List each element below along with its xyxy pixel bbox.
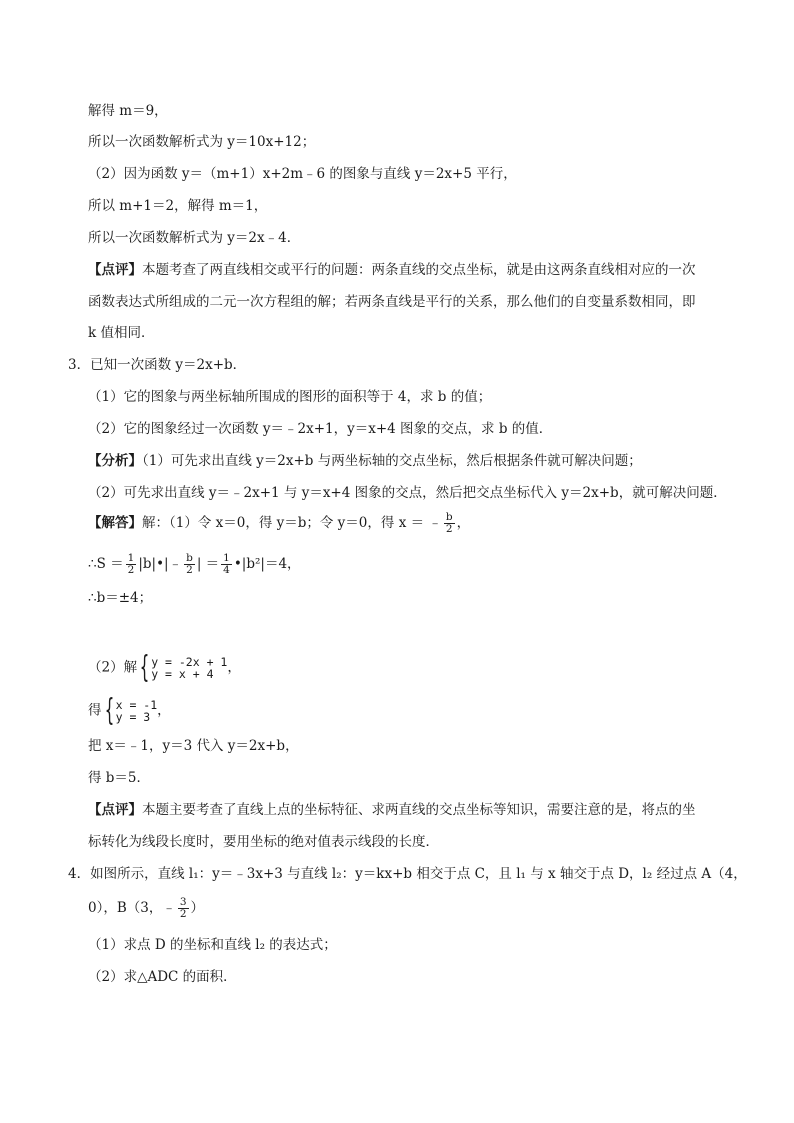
text-line: 解得 m＝9， xyxy=(88,103,168,119)
fraction: $\frac{1}{4}$ xyxy=(223,552,230,576)
question-4-part-1: （1）求点 D 的坐标和直线 l₂ 的表达式； xyxy=(88,937,337,953)
solution-tag: 【解答】 xyxy=(88,515,142,531)
analysis-tag: 【分析】 xyxy=(88,453,142,469)
question-4-part-2: （2）求△ADC 的面积． xyxy=(88,969,237,985)
comment-line-2 xyxy=(88,801,696,819)
fraction: $\frac{b}{2}$ xyxy=(445,511,453,535)
comment-tag: 【点评】 xyxy=(88,262,142,278)
analysis-line-2: （2）可先求出直线 y＝﹣2x+1 与 y＝x+4 图象的交点，然后把交点坐标代入 y＝2x+b，就可解决问题． xyxy=(88,485,727,501)
text-line: 所以一次函数解析式为 y＝2x﹣4． xyxy=(88,230,301,246)
analysis-line xyxy=(88,452,642,470)
fraction: $\frac{1}{2}$ xyxy=(127,552,135,576)
comment-text: 本题考查了两直线相交或平行的问题：两条直线的交点坐标，就是由这两条直线相对应的一次 xyxy=(142,262,696,278)
fraction: $\frac{3}{2}$ xyxy=(179,896,187,920)
equation-system-1: （2）解{ y = -2x + 1 y = x + 4 ， xyxy=(88,650,241,685)
comment-tag: 【点评】 xyxy=(88,802,142,818)
equation-system-2: 得{ x = -1 y = 3 ， xyxy=(88,693,171,728)
text-line: 所以 m+1＝2，解得 m＝1， xyxy=(88,198,268,214)
text-line: 函数表达式所组成的二元一次方程组的解；若两条直线是平行的关系，那么他们的自变量系数相同，即 xyxy=(88,294,696,310)
question-3-part-1: （1）它的图象与两坐标轴所围成的图形的面积等于 4，求 b 的值； xyxy=(88,389,492,405)
text-line: k 值相同． xyxy=(88,325,155,341)
comment-text: 本题主要考查了直线上点的坐标特征、求两直线的交点坐标等知识，需要注意的是，将点的坐 xyxy=(142,802,696,818)
fraction: $\frac{b}{2}$ xyxy=(186,552,193,576)
solution-text: 解：（1）令 x＝0，得 y＝b；令 y＝0，得 x ＝ ﹣ xyxy=(142,515,442,531)
question-4-line-2: 0），B（3，﹣ $\frac{3}{2}$ ） xyxy=(88,896,205,920)
text-line: （2）因为函数 y＝（m+1）x+2m﹣6 的图象与直线 y＝2x+5 平行， xyxy=(88,166,517,182)
text-line: ∴b＝±4； xyxy=(88,590,153,606)
analysis-text: （1）可先求出直线 y＝2x+b 与两坐标轴的交点坐标，然后根据条件就可解决问题； xyxy=(142,453,642,469)
comment-line xyxy=(88,261,696,279)
text-line: 把 x＝﹣1，y＝3 代入 y＝2x+b， xyxy=(88,738,299,754)
text-line: 所以一次函数解析式为 y＝10x+12； xyxy=(88,134,316,150)
text-line: 标转化为线段长度时，要用坐标的绝对值表示线段的长度． xyxy=(88,834,439,850)
area-formula: ∴S ＝ $\frac{1}{2}$ |b|•|﹣ $\frac{b}{2}$ | ＝ $\frac{1}{4}$ •|b²|＝4， xyxy=(88,552,301,576)
question-3: 3．已知一次函数 y＝2x+b． xyxy=(68,357,247,373)
question-4: 4．如图所示，直线 l₁：y＝﹣3x+3 与直线 l₂：y＝kx+b 相交于点 C，且 l₁ 与 x 轴交于点 D，l₂ 经过点 A（4， xyxy=(68,866,747,882)
solution-line: 【解答】解：（1）令 x＝0，得 y＝b；令 y＝0，得 x ＝ ﹣ $\frac{b}{2}$ ， xyxy=(88,511,471,535)
question-3-part-2: （2）它的图象经过一次函数 y＝﹣2x+1，y＝x+4 图象的交点，求 b 的值． xyxy=(88,421,553,437)
text-line: 得 b＝5． xyxy=(88,770,151,786)
